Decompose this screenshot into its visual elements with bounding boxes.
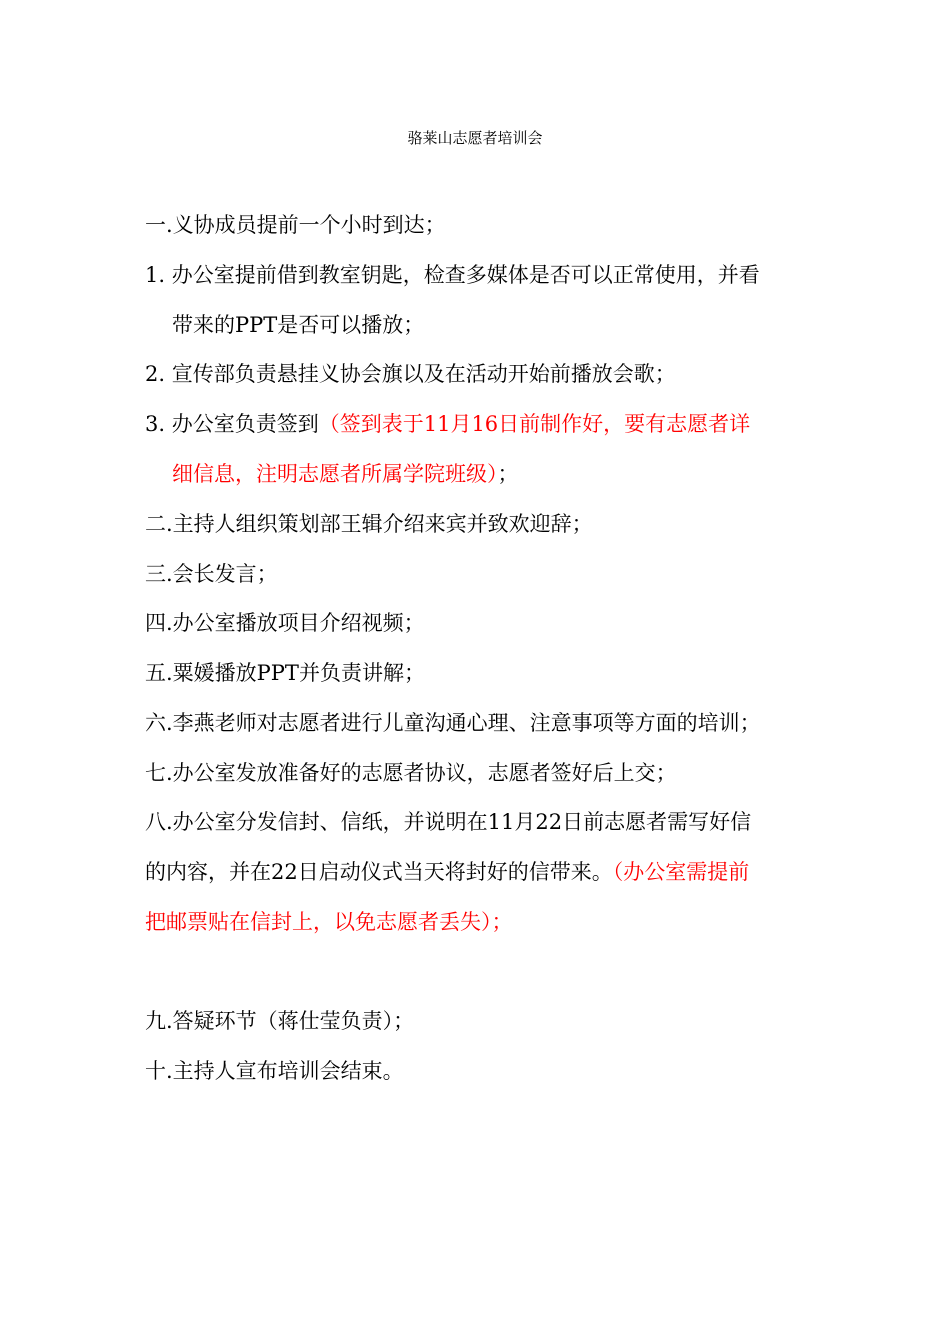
page-title: 骆莱山志愿者培训会 [407,129,543,147]
item-line-7: 四.办公室播放项目介绍视频； [145,611,425,635]
item-line-1: 一.义协成员提前一个小时到达； [145,213,446,237]
item-line-11-note: （办公室需提前 [612,860,750,884]
item-line-4 [145,409,815,439]
item-line-5: 二.主持人组织策划部王辑介绍来宾并致欢迎辞； [145,512,593,536]
item-line-4-text: 3. 办公室负责签到 [145,412,319,436]
item-line-2: 1. 办公室提前借到教室钥匙，检查多媒体是否可以正常使用，并看 [145,263,760,287]
item-line-9: 六.李燕老师对志愿者进行儿童沟通心理、注意事项等方面的培训； [145,711,761,735]
item-line-11: 八.办公室分发信封、信纸，并说明在11月22日前志愿者需写好信 [145,810,752,834]
item-line-4-cont [172,459,842,489]
item-line-10: 七.办公室发放准备好的志愿者协议，志愿者签好后上交； [145,761,677,785]
item-line-4-note-cont: 细信息，注明志愿者所属学院班级） [172,462,498,486]
item-line-3: 2. 宣传部负责悬挂义协会旗以及在活动开始前播放会歌； [145,362,676,386]
item-line-6: 三.会长发言； [145,562,278,586]
item-line-8: 五.粟媛播放PPT并负责讲解； [145,661,425,685]
item-line-12: 九.答疑环节（蒋仕莹负责）； [145,1009,415,1033]
item-line-4-end: ； [497,462,519,486]
item-line-11-text: 的内容，并在22日启动仪式当天将封好的信带来。 [145,860,613,884]
item-line-11-note-cont: 把邮票贴在信封上，以免志愿者丢失）； [145,910,513,934]
item-line-4-note: （签到表于11月16日前制作好，要有志愿者详 [318,412,751,436]
item-line-13: 十.主持人宣布培训会结束。 [145,1059,404,1083]
item-line-2-cont: 带来的PPT是否可以播放； [172,313,425,337]
item-line-11-cont [145,857,815,887]
